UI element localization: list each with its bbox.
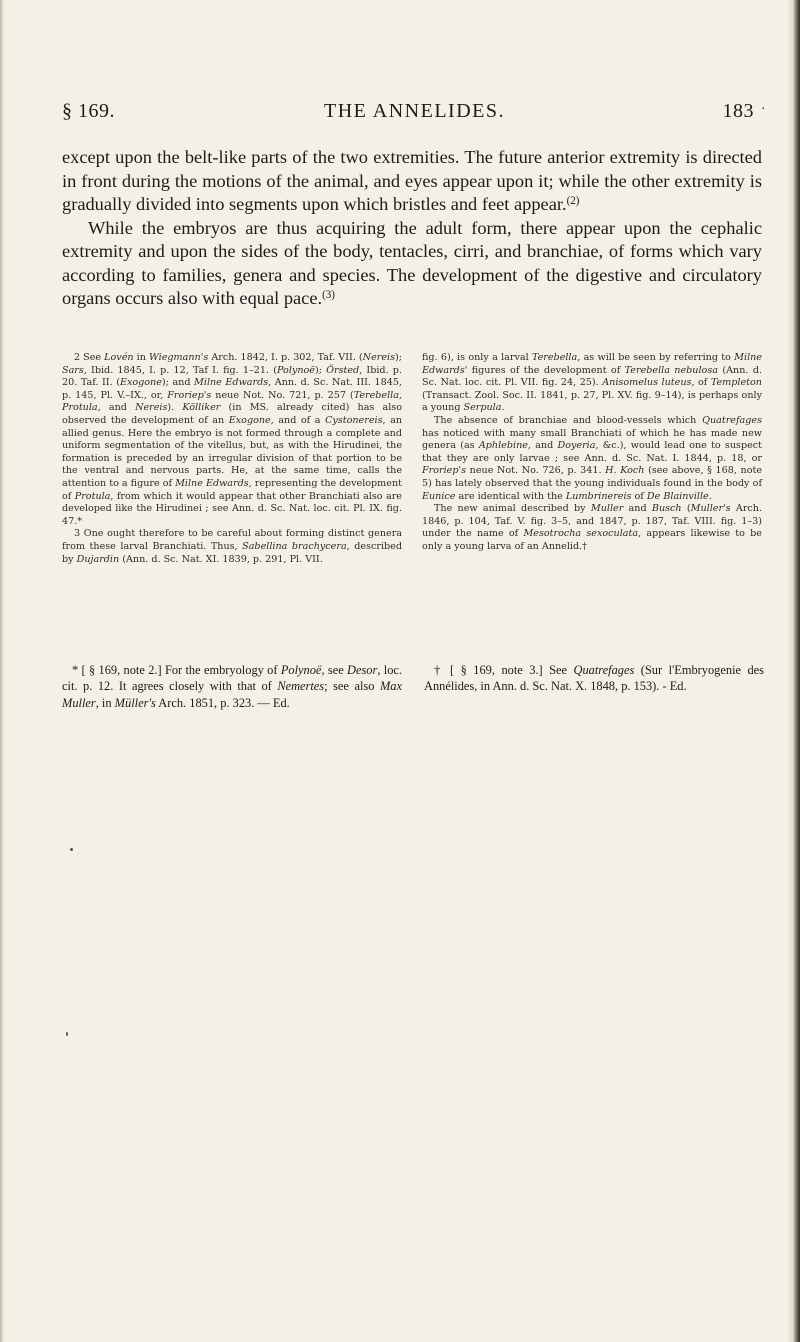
editor-note-right: † [ § 169, note 3.] See Quatrefages (Sur l'Embryogenie des Annélides, in Ann. d. Sc. Nat. X. 1848, p. 153). - Ed. xyxy=(424,663,764,694)
chapter-title: THE ANNELIDES. xyxy=(324,100,505,122)
paper-speck xyxy=(66,1032,68,1036)
section-number: § 169. xyxy=(62,100,115,122)
footnotes-right-column xyxy=(422,352,762,554)
footnote-3-continued: fig. 6), is only a larval Terebella, as will be seen by referring to Milne Edwards' figures of the development of Terebella nebulosa (Ann. d. Sc. Nat. loc. cit. Pl. VII. fig. 24, 25). Anisomelus luteus, of Templeton (Transact. Zool. Soc. II. 1841, p. 27, Pl. XV. fig. 9–14), is perhaps only a young Serpula. xyxy=(422,352,763,414)
page-edge-shadow xyxy=(788,0,800,1342)
footnote-3-paragraph-2: The absence of branchiae and blood-vessels which Quatrefages has noticed with many small Branchiati of which he has made new genera (as Aphlebine, and Doyeria, &c.), would lead one to suspect that they are only larvae ; see Ann. d. Sc. Nat. I. 1844, p. 18, or Froriep's neue Not. No. 726, p. 341. H. Koch (see above, § 168, note 5) has lately observed that the young individuals found in the body of Eunice are identical with the Lumbrinereis of De Blainville. xyxy=(422,414,763,502)
page-gutter-shadow xyxy=(0,0,4,1342)
footnote-ref: (2) xyxy=(566,195,580,207)
footnotes-left-column xyxy=(62,352,402,566)
main-text xyxy=(62,146,762,311)
paragraph: except upon the belt-like parts of the two extremities. The future anterior extremity is directed in front during the motions of the animal, and eyes appear upon it; while the other extremity is gradually divided into segments upon which bristles and feet appear.$^{(2)}$ xyxy=(62,147,762,214)
margin-mark: · xyxy=(760,102,766,117)
footnote-3: 3 One ought therefore to be careful about forming distinct genera from these larval Branchiati. Thus, Sabellina brachycera, described by Dujardin (Ann. d. Sc. Nat. XI. 1839, p. 291, Pl. VII. xyxy=(62,528,402,565)
editor-notes xyxy=(62,662,762,772)
footnote-3-paragraph-3: The new animal described by Muller and Busch (Muller's Arch. 1846, p. 104, Taf. V. fig. 3–5, and 1847, p. 187, Taf. VIII. fig. 1–3) under the name of Mesotrocha sexoculata, appears likewise to be only a young larva of an Annelid.† xyxy=(422,503,763,552)
paper-speck xyxy=(70,848,73,851)
footnote-2: 2 See Lovén in Wiegmann's Arch. 1842, I. p. 302, Taf. VII. (Nereis); Sars, Ibid. 1845, I. p. 12, Taf I. fig. 1–21. (Polynoë); Örsted, Ibid. p. 20. Taf. II. (Exogone); and Milne Edwards, Ann. d. Sc. Nat. III. 1845, p. 145, Pl. V.–IX., or, Froriep's neue Not. No. 721, p. 257 (Terebella, Protula, and Nereis). Kölliker (in MS. already cited) has also observed the development of an Exogone, and of a Cystonereis, an allied genus. Here the embryo is not formed through a complete and uniform segmentation of the vitellus, but, as with the Hirudinei, the formation is preceded by an irregular division of that portion to be the ventral and nervous parts. He, at the same time, calls the attention to a figure of Milne Edwards, representing the development of Protula, from which it would appear that other Branchiati also are developed like the Hirudinei ; see Ann. d. Sc. Nat. loc. cit. Pl. IX. fig. 47.* xyxy=(62,352,403,527)
footnote-ref: (3) xyxy=(322,289,335,301)
editor-note-left: * [ § 169, note 2.] For the embryology of Polynoë, see Desor, loc. cit. p. 12. It agrees closely with that of Nemertes; see also Max Muller, in Müller's Arch. 1851, p. 323. — Ed. xyxy=(62,663,402,710)
page-number: 183 xyxy=(722,100,754,122)
running-head xyxy=(62,100,766,130)
paragraph: While the embryos are thus acquiring the adult form, there appear upon the cephalic extremity and upon the sides of the body, tentacles, cirri, and branchiae, of forms which vary according to families, genera and species. The development of the digestive and circulatory organs occurs also with equal pace.$^{(3)}$ xyxy=(62,217,762,308)
